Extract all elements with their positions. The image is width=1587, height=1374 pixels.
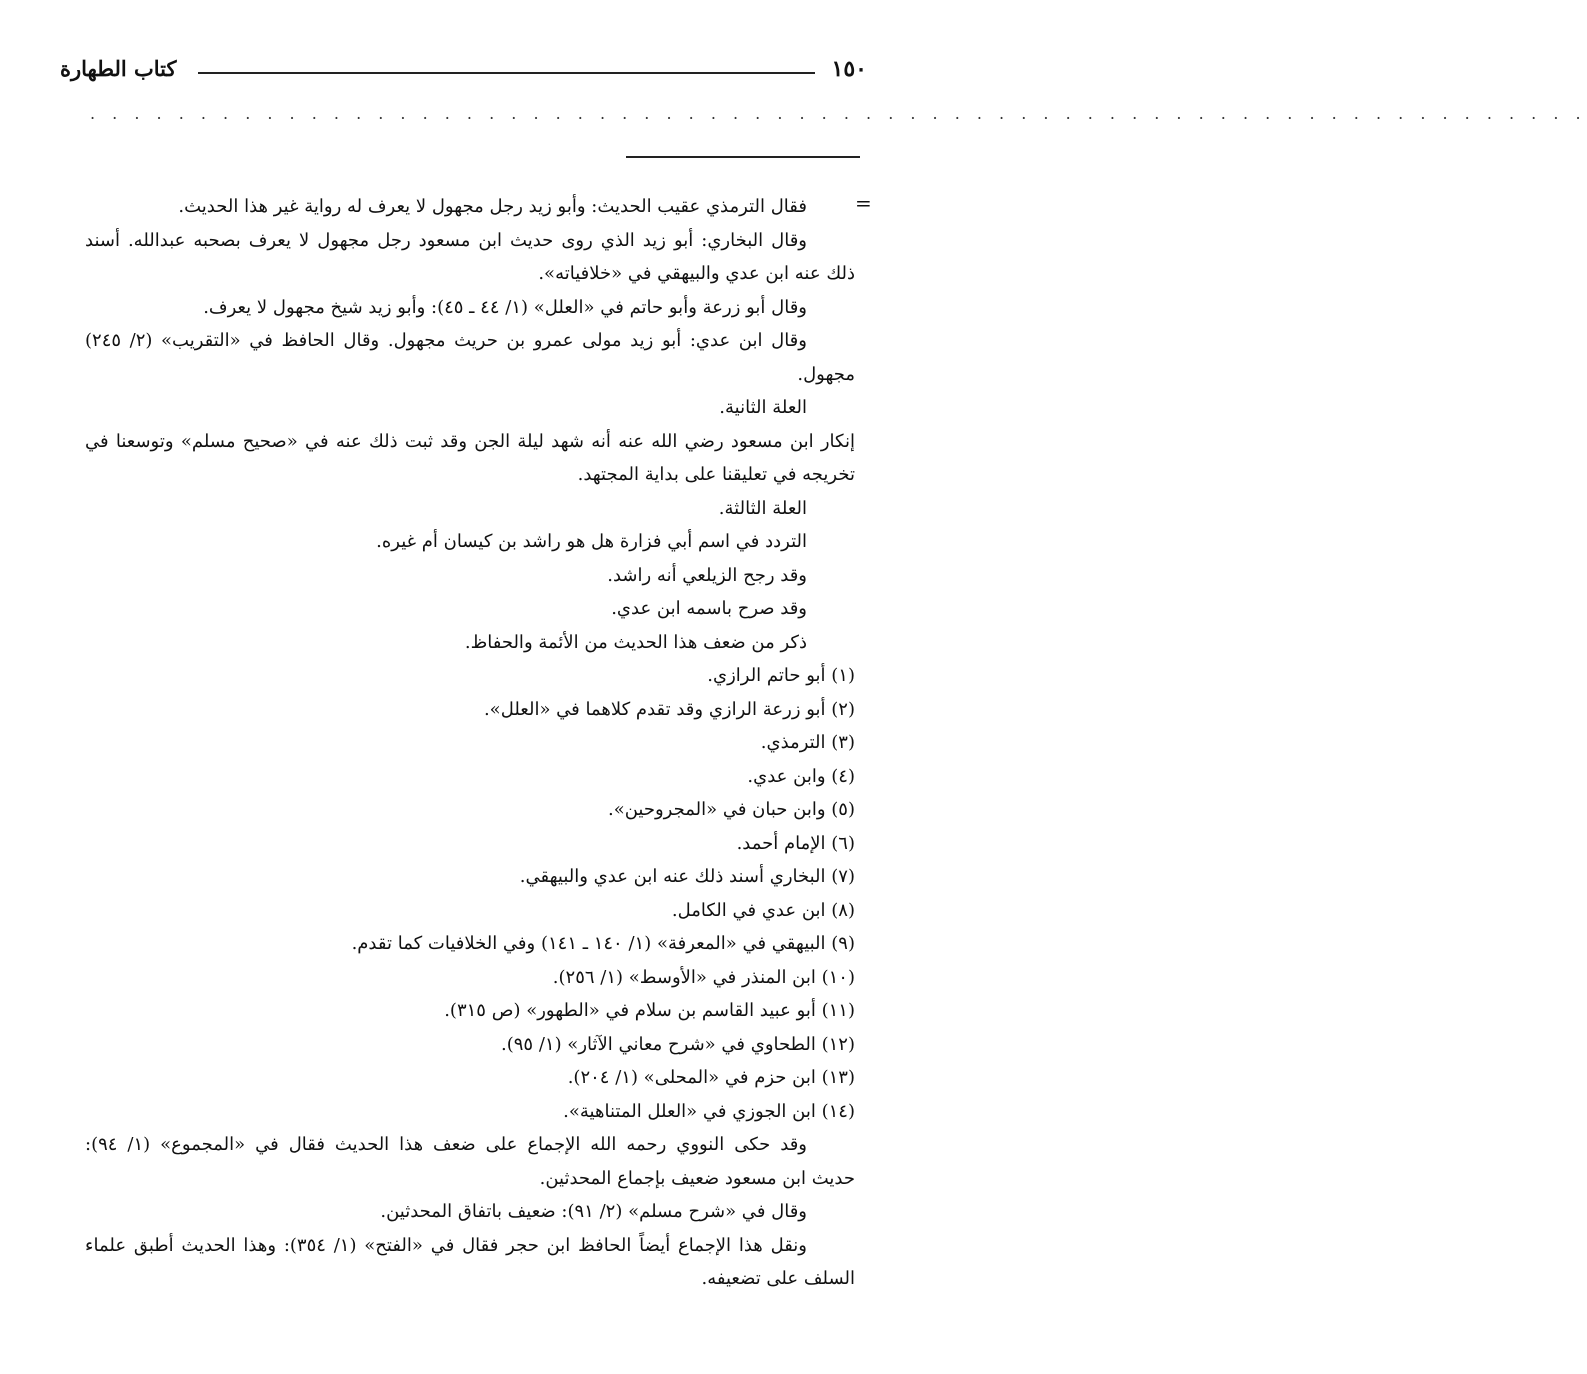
list-item: (١١) أبو عبيد القاسم بن سلام في «الطهور» (ص ٣١٥). — [444, 1000, 855, 1021]
text-line: ونقل هذا الإجماع أيضاً الحافظ ابن حجر فقال في «الفتح» (١/ ٣٥٤): وهذا الحديث أطبق علماء — [85, 1234, 808, 1256]
header-rule — [198, 72, 815, 74]
list-item: (٥) وابن حبان في «المجروحين». — [607, 799, 855, 820]
text-line: التردد في اسم أبي فزارة هل هو راشد بن كيسان أم غيره. — [376, 531, 807, 552]
text-line: ذكر من ضعف هذا الحديث من الأئمة والحفاظ. — [464, 631, 807, 653]
text-line: وقال ابن عدي: أبو زيد مولى عمرو بن حريث مجهول. وقال الحافظ في «التقريب» (٢/ ٢٤٥) — [85, 330, 807, 351]
text-line: وقال أبو زرعة وأبو حاتم في «العلل» (١/ ٤٤ ـ ٤٥): وأبو زيد شيخ مجهول لا يعرف. — [203, 296, 807, 318]
list-item: (٨) ابن عدي في الكامل. — [671, 899, 855, 921]
text-line: وقد رجح الزيلعي أنه راشد. — [607, 564, 807, 586]
text-line: السلف على تضعيفه. — [701, 1268, 855, 1289]
footnote-body — [85, 190, 855, 1296]
list-item: (١٢) الطحاوي في «شرح معاني الآثار» (١/ ٩٥). — [501, 1033, 855, 1055]
page-number: ١٥٠ — [831, 56, 867, 82]
list-item: (٧) البخاري أسند ذلك عنه ابن عدي والبيهقي. — [519, 866, 855, 887]
list-item: (٣) الترمذي. — [760, 732, 855, 753]
text-line: مجهول. — [797, 363, 855, 385]
text-line: فقال الترمذي عقيب الحديث: وأبو زيد رجل مجهول لا يعرف له رواية غير هذا الحديث. — [178, 196, 807, 217]
text-line: إنكار ابن مسعود رضي الله عنه أنه شهد ليلة الجن وقد ثبت ذلك عنه في «صحيح مسلم» وتوسعنا في — [85, 430, 855, 452]
book-title: كتاب الطهارة — [60, 56, 177, 81]
text-line: وقد صرح باسمه ابن عدي. — [611, 598, 807, 619]
text-line: وقال البخاري: أبو زيد الذي روى حديث ابن مسعود رجل مجهول لا يعرف بصحبه عبدالله. أسند — [85, 229, 807, 251]
section-heading: العلة الثالثة. — [718, 497, 807, 519]
list-item: (١٠) ابن المنذر في «الأوسط» (١/ ٢٥٦). — [552, 966, 855, 988]
continuation-mark: = — [855, 191, 872, 215]
text-line: تخريجه في تعليقنا على بداية المجتهد. — [577, 464, 855, 485]
list-item: (٦) الإمام أحمد. — [736, 832, 855, 854]
list-item: (٤) وابن عدي. — [747, 765, 855, 787]
list-item: (١٤) ابن الجوزي في «العلل المتناهية». — [563, 1100, 855, 1122]
footnote-separator-rule — [626, 156, 860, 158]
section-heading: العلة الثانية. — [719, 397, 807, 418]
dotted-separator: . . . . . . . . . . . . . . . . . . . . . . . . . . . . . . . . . . . . . . . . . . . . . . . . . . . . . . . . . . . . . . . . . . . . — [90, 104, 1587, 123]
text-line: ذلك عنه ابن عدي والبيهقي في «خلافياته». — [538, 263, 855, 284]
running-header — [60, 56, 875, 88]
list-item: (١) أبو حاتم الرازي. — [707, 665, 855, 686]
list-item: (٩) البيهقي في «المعرفة» (١/ ١٤٠ ـ ١٤١) وفي الخلافيات كما تقدم. — [351, 933, 855, 954]
text-line: وقال في «شرح مسلم» (٢/ ٩١): ضعيف باتفاق المحدثين. — [380, 1201, 807, 1222]
text-line: وقد حكى النووي رحمه الله الإجماع على ضعف هذا الحديث فقال في «المجموع» (١/ ٩٤): — [85, 1134, 807, 1155]
text-line: حديث ابن مسعود ضعيف بإجماع المحدثين. — [539, 1167, 855, 1189]
list-item: (٢) أبو زرعة الرازي وقد تقدم كلاهما في «العلل». — [483, 698, 855, 720]
list-item: (١٣) ابن حزم في «المحلى» (١/ ٢٠٤). — [567, 1067, 855, 1088]
